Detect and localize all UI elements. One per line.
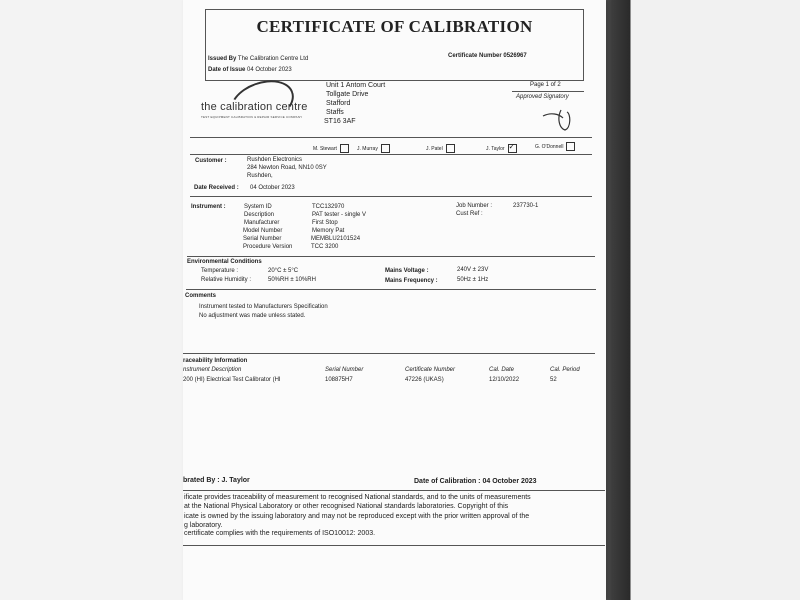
approved-signatory-label: Approved Signatory: [516, 94, 569, 100]
checkbox-checked-icon: [508, 144, 517, 153]
row-cal-period: 52: [550, 377, 557, 383]
col-cal-date: Cal. Date: [489, 367, 515, 373]
row-instrument-description: 200 (HI) Electrical Test Calibrator (HI: [183, 377, 281, 383]
field-label-serial-number: Serial Number: [243, 236, 282, 242]
field-value-serial-number: MEMBLU2101524: [311, 236, 361, 242]
page-number: Page 1 of 2: [530, 82, 561, 88]
mains-frequency-label: Mains Frequency :: [385, 278, 438, 284]
col-certificate-number: Certificate Number: [405, 367, 456, 373]
job-number-label: Job Number :: [456, 203, 493, 209]
customer-address-1: 284 Newton Road, NN10 0SY: [247, 165, 327, 171]
mains-voltage-value: 240V ± 23V: [457, 267, 489, 273]
field-value-model-number: Memory Pat: [312, 228, 345, 234]
certificate-title: CERTIFICATE OF CALIBRATION: [256, 17, 533, 36]
row-cal-date: 12/10/2022: [489, 377, 520, 383]
address-line-2: Tollgate Drive: [326, 91, 369, 98]
col-cal-period: Cal. Period: [550, 367, 580, 373]
date-of-issue: Date of Issue 04 October 2023: [208, 67, 292, 73]
signature-icon: [541, 106, 581, 132]
field-value-system-id: TCC132970: [312, 204, 345, 210]
checkbox-icon: [340, 144, 349, 153]
cust-ref-label: Cust Ref :: [456, 211, 483, 217]
background-right: [600, 0, 800, 600]
signatory-j-patel: J. Patel: [426, 144, 455, 153]
temperature-label: Temperature :: [201, 268, 239, 274]
date-received-label: Date Received :: [194, 185, 239, 191]
col-serial-number: Serial Number: [325, 367, 364, 373]
signatory-g-odonnell: G. O'Donnell: [535, 142, 575, 151]
field-value-procedure-version: TCC 3200: [311, 244, 339, 250]
col-instrument-description: nstrument Description: [183, 367, 242, 373]
checkbox-icon: [446, 144, 455, 153]
comment-line-2: No adjustment was made unless stated.: [199, 313, 306, 319]
humidity-value: 50%RH ± 10%RH: [268, 277, 316, 283]
customer-name: Rushden Electronics: [247, 157, 303, 163]
customer-address-2: Rushden,: [247, 173, 273, 179]
signatory-m-stewart: M. Stewart: [313, 144, 349, 153]
row-serial-number: 108875H7: [325, 377, 353, 383]
address-line-5: ST16 3AF: [324, 118, 356, 125]
checkbox-icon: [381, 144, 390, 153]
field-label-manufacturer: Manufacturer: [244, 220, 280, 226]
address-line-1: Unit 1 Antom Court: [326, 82, 386, 89]
job-number: 237730-1: [513, 203, 539, 209]
footer-note-line-4: g laboratory.: [184, 522, 223, 529]
background-left: [0, 0, 183, 600]
field-label-procedure-version: Procedure Version: [243, 244, 293, 250]
checkbox-icon: [566, 142, 575, 151]
field-label-model-number: Model Number: [243, 228, 283, 234]
field-label-system-id: System ID: [244, 204, 272, 210]
humidity-label: Relative Humidity :: [201, 277, 252, 283]
company-tagline: TEST EQUIPMENT CALIBRATION & REPAIR SERVICE COMPANY: [201, 115, 303, 119]
customer-label: Customer :: [195, 158, 227, 164]
temperature-value: 20°C ± 5°C: [268, 268, 299, 274]
calibrated-by: brated By : J. Taylor: [183, 477, 250, 484]
mains-frequency-value: 50Hz ± 1Hz: [457, 277, 489, 283]
signatory-j-murray: J. Murray: [357, 144, 390, 153]
issued-by: Issued By The Calibration Centre Ltd: [208, 56, 309, 62]
date-received: 04 October 2023: [250, 185, 295, 191]
footer-note-line-5: certificate complies with the requirements of ISO10012: 2003.: [184, 530, 376, 537]
company-logo: the calibration centre: [201, 101, 308, 113]
field-value-description: PAT tester - single V: [312, 212, 367, 218]
instrument-label: Instrument :: [191, 204, 226, 210]
field-value-manufacturer: First Stop: [312, 220, 338, 226]
traceability-heading: raceability Information: [183, 358, 248, 364]
certificate-number: Certificate Number 0526967: [448, 53, 527, 59]
footer-note-line-2: at the National Physical Laboratory or other recognised National standards laboratories. Copyright of this: [184, 503, 509, 510]
row-certificate-number: 47226 (UKAS): [405, 377, 444, 383]
signatory-j-taylor: J. Taylor✓: [486, 144, 517, 153]
address-line-3: Stafford: [326, 100, 351, 107]
footer-note-line-3: icate is owned by the issuing laboratory and may not be reproduced except with the prior written approval of the: [184, 513, 530, 520]
environmental-heading: Environmental Conditions: [187, 259, 262, 265]
date-of-calibration: Date of Calibration : 04 October 2023: [414, 478, 537, 485]
address-line-4: Staffs: [326, 109, 344, 116]
field-label-description: Description: [244, 212, 275, 218]
footer-note-line-1: ificate provides traceability of measurement to recognised National standards, and to the units of measurements: [184, 494, 531, 501]
comments-heading: Comments: [185, 293, 217, 299]
comment-line-1: Instrument tested to Manufacturers Specification: [199, 304, 328, 310]
mains-voltage-label: Mains Voltage :: [385, 268, 429, 274]
